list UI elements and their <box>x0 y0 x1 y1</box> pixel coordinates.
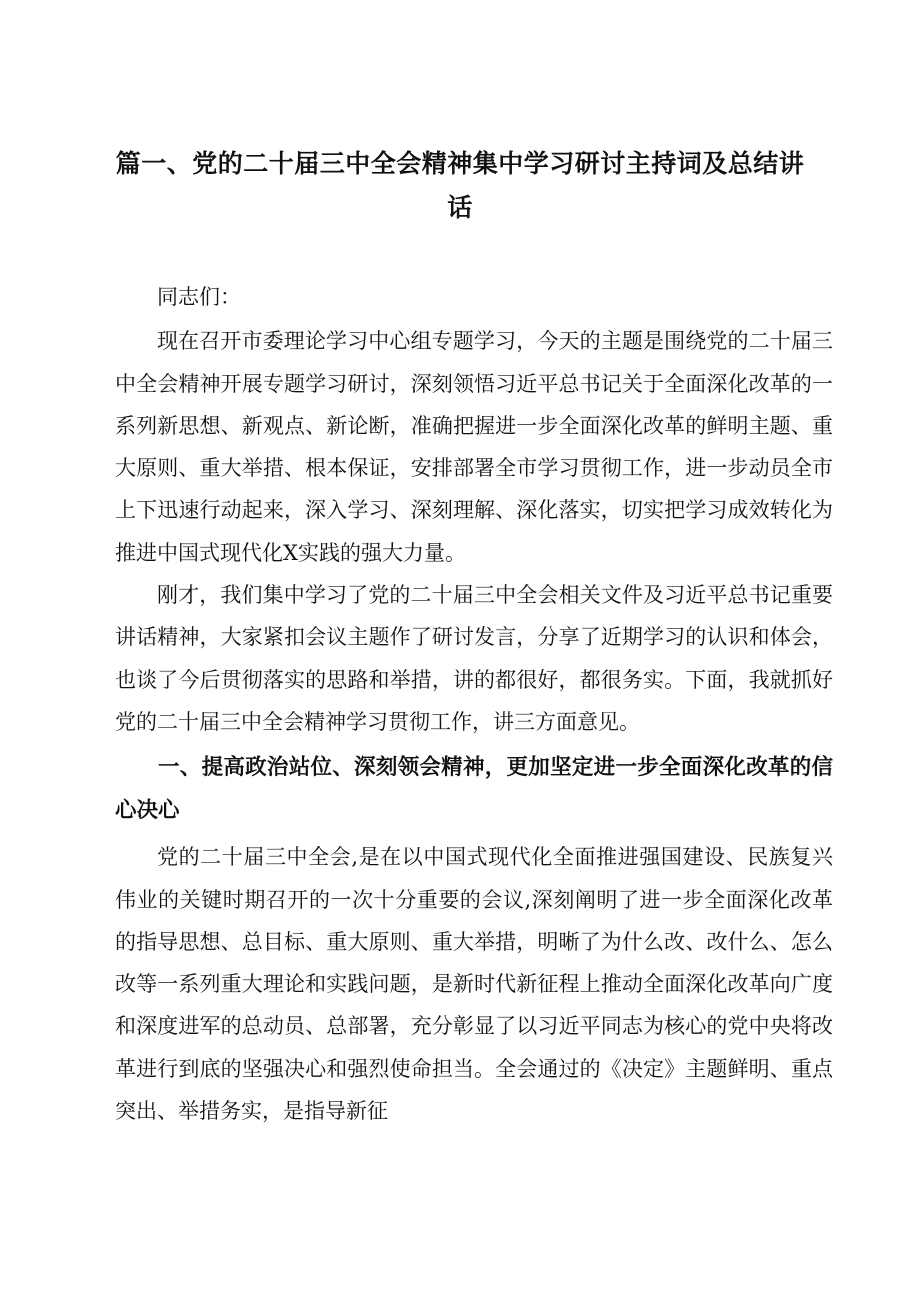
paragraph-summary: 刚才，我们集中学习了党的二十届三中全会相关文件及习近平总书记重要讲话精神，大家紧扣会议主题作了研讨发言，分享了近期学习的认识和体会，也谈了今后贯彻落实的思路和举措，讲的都很好，都很务实。下面，我就抓好党的二十届三中全会精神学习贯彻工作，讲三方面意见。 <box>115 583 833 734</box>
section-heading-1: 一、提高政治站位、深刻领会精神，更加坚定进一步全面深化改革的信心决心 <box>115 755 833 823</box>
document-title: 篇一、党的二十届三中全会精神集中学习研讨主持词及总结讲话 <box>115 149 805 222</box>
document-body <box>115 276 833 1132</box>
greeting: 同志们： <box>157 285 241 309</box>
section-1-paragraph: 党的二十届三中全会,是在以中国式现代化全面推进强国建设、民族复兴伟业的关键时期召开的一次十分重要的会议,深刻阐明了进一步全面深化改革的指导思想、总目标、重大原则、重大举措，明晰了为什么改、改什么、怎么改等一系列重大理论和实践问题，是新时代新征程上推动全面深化改革向广度和深度进军的总动员、总部署，充分彰显了以习近平同志为核心的党中央将改革进行到底的坚强决心和强烈使命担当。全会通过的《决定》主题鲜明、重点突出、举措务实，是指导新征 <box>115 845 833 1124</box>
paragraph-opening: 现在召开市委理论学习中心组专题学习，今天的主题是围绕党的二十届三中全会精神开展专题学习研讨，深刻领悟习近平总书记关于全面深化改革的一系列新思想、新观点、新论断，准确把握进一步全面深化改革的鲜明主题、重大原则、重大举措、根本保证，安排部署全市学习贯彻工作，进一步动员全市上下迅速行动起来，深入学习、深刻理解、深化落实，切实把学习成效转化为推进中国式现代化X实践的强大力量。 <box>115 329 833 565</box>
